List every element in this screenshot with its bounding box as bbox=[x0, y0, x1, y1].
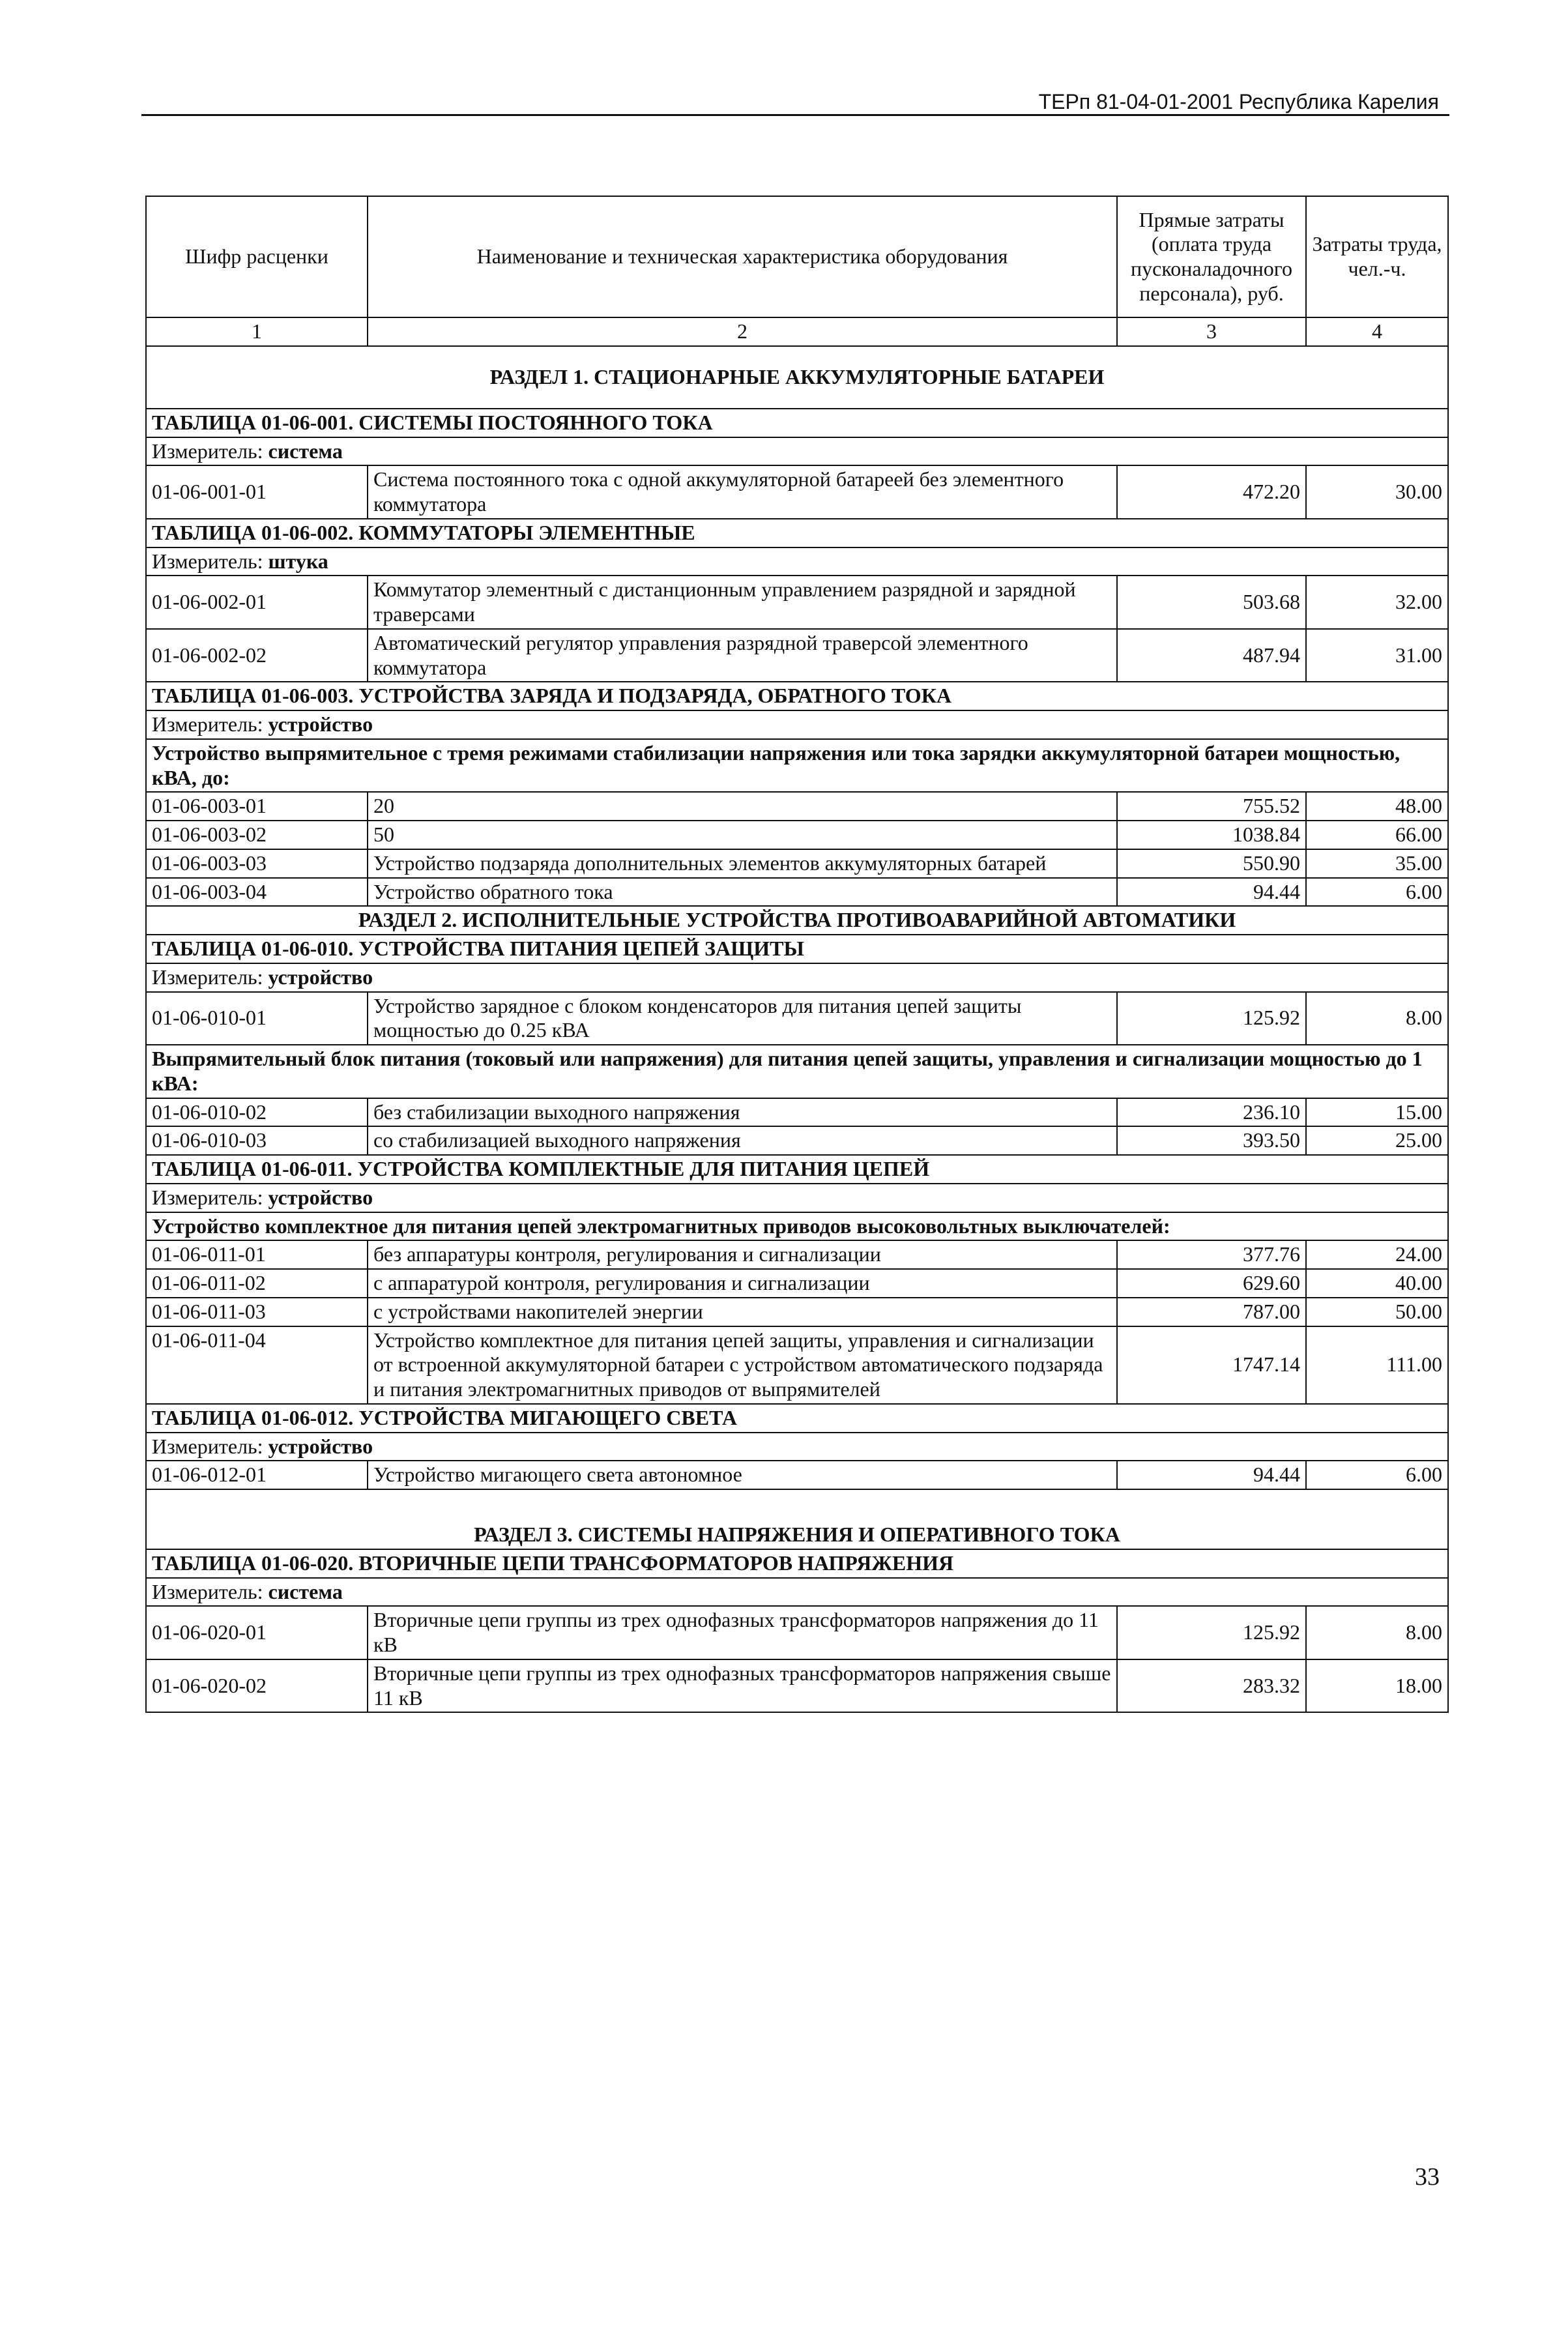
row-name: Устройство подзаряда дополнительных элементов аккумуляторных батарей bbox=[368, 849, 1117, 878]
row-direct-cost: 283.32 bbox=[1117, 1659, 1306, 1713]
table-row bbox=[146, 1461, 1448, 1489]
row-direct-cost: 94.44 bbox=[1117, 878, 1306, 907]
table-row bbox=[146, 1659, 1448, 1713]
table-row bbox=[146, 1606, 1448, 1659]
row-name: со стабилизацией выходного напряжения bbox=[368, 1126, 1117, 1155]
row-direct-cost: 487.94 bbox=[1117, 629, 1306, 682]
table-row bbox=[146, 465, 1448, 519]
row-code: 01-06-010-02 bbox=[146, 1098, 368, 1127]
row-name: Вторичные цепи группы из трех однофазных трансформаторов напряжения свыше 11 кВ bbox=[368, 1659, 1117, 1713]
row-direct-cost: 393.50 bbox=[1117, 1126, 1306, 1155]
table-title: ТАБЛИЦА 01-06-020. ВТОРИЧНЫЕ ЦЕПИ ТРАНСФОРМАТОРОВ НАПРЯЖЕНИЯ bbox=[146, 1549, 1448, 1578]
row-code: 01-06-010-03 bbox=[146, 1126, 368, 1155]
table-row bbox=[146, 792, 1448, 821]
row-code: 01-06-003-04 bbox=[146, 878, 368, 907]
row-code: 01-06-020-02 bbox=[146, 1659, 368, 1713]
row-name: Вторичные цепи группы из трех однофазных трансформаторов напряжения до 11 кВ bbox=[368, 1606, 1117, 1659]
row-name: 20 bbox=[368, 792, 1117, 821]
row-labor: 8.00 bbox=[1306, 1606, 1448, 1659]
row-name: с аппаратурой контроля, регулирования и сигнализации bbox=[368, 1269, 1117, 1298]
row-code: 01-06-003-01 bbox=[146, 792, 368, 821]
measure-line bbox=[146, 1433, 1448, 1461]
row-code: 01-06-020-01 bbox=[146, 1606, 368, 1659]
row-labor: 8.00 bbox=[1306, 992, 1448, 1045]
header-rule bbox=[141, 114, 1449, 116]
table-row bbox=[146, 1326, 1448, 1404]
row-labor: 32.00 bbox=[1306, 576, 1448, 629]
table-row bbox=[146, 1126, 1448, 1155]
row-direct-cost: 755.52 bbox=[1117, 792, 1306, 821]
measure-label: Измеритель: bbox=[152, 712, 263, 736]
group-heading: Выпрямительный блок питания (токовый или напряжения) для питания цепей защиты, управления и сигнализации мощностью до 1 кВА: bbox=[146, 1045, 1448, 1098]
col-number: 2 bbox=[368, 317, 1117, 346]
row-direct-cost: 550.90 bbox=[1117, 849, 1306, 878]
row-name: Устройство мигающего света автономное bbox=[368, 1461, 1117, 1489]
row-code: 01-06-010-01 bbox=[146, 992, 368, 1045]
row-name: Коммутатор элементный с дистанционным управлением разрядной и зарядной траверсами bbox=[368, 576, 1117, 629]
group-heading: Устройство комплектное для питания цепей электромагнитных приводов высоковольтных выключателей: bbox=[146, 1212, 1448, 1241]
row-code: 01-06-011-03 bbox=[146, 1298, 368, 1326]
row-code: 01-06-001-01 bbox=[146, 465, 368, 519]
row-name: Устройство зарядное с блоком конденсаторов для питания цепей защиты мощностью до 0.25 кВА bbox=[368, 992, 1117, 1045]
row-code: 01-06-011-02 bbox=[146, 1269, 368, 1298]
row-code: 01-06-002-01 bbox=[146, 576, 368, 629]
row-direct-cost: 503.68 bbox=[1117, 576, 1306, 629]
row-code: 01-06-012-01 bbox=[146, 1461, 368, 1489]
row-direct-cost: 787.00 bbox=[1117, 1298, 1306, 1326]
row-code: 01-06-011-04 bbox=[146, 1326, 368, 1404]
section-title: РАЗДЕЛ 2. ИСПОЛНИТЕЛЬНЫЕ УСТРОЙСТВА ПРОТИВОАВАРИЙНОЙ АВТОМАТИКИ bbox=[146, 906, 1448, 935]
table-row bbox=[146, 849, 1448, 878]
row-labor: 6.00 bbox=[1306, 1461, 1448, 1489]
table-row bbox=[146, 821, 1448, 849]
row-code: 01-06-011-01 bbox=[146, 1240, 368, 1269]
measure-label: Измеритель: bbox=[152, 965, 263, 989]
measure-line bbox=[146, 1578, 1448, 1607]
table-title: ТАБЛИЦА 01-06-012. УСТРОЙСТВА МИГАЮЩЕГО СВЕТА bbox=[146, 1404, 1448, 1433]
row-name: Устройство комплектное для питания цепей защиты, управления и сигнализации от встроенной аккумуляторной батареи с устройством автоматического подзаряда и питания электромагнитных приводов от выпрямителей bbox=[368, 1326, 1117, 1404]
measure-label: Измеритель: bbox=[152, 549, 263, 573]
row-labor: 24.00 bbox=[1306, 1240, 1448, 1269]
row-name: Автоматический регулятор управления разрядной траверсой элементного коммутатора bbox=[368, 629, 1117, 682]
row-name: Система постоянного тока с одной аккумуляторной батареей без элементного коммутатора bbox=[368, 465, 1117, 519]
table-title: ТАБЛИЦА 01-06-003. УСТРОЙСТВА ЗАРЯДА И ПОДЗАРЯДА, ОБРАТНОГО ТОКА bbox=[146, 682, 1448, 710]
row-direct-cost: 125.92 bbox=[1117, 1606, 1306, 1659]
table-title: ТАБЛИЦА 01-06-011. УСТРОЙСТВА КОМПЛЕКТНЫЕ ДЛЯ ПИТАНИЯ ЦЕПЕЙ bbox=[146, 1155, 1448, 1184]
row-labor: 18.00 bbox=[1306, 1659, 1448, 1713]
col-name-header: Наименование и техническая характеристика оборудования bbox=[368, 196, 1117, 317]
table-title: ТАБЛИЦА 01-06-002. КОММУТАТОРЫ ЭЛЕМЕНТНЫЕ bbox=[146, 519, 1448, 547]
section-title: РАЗДЕЛ 3. СИСТЕМЫ НАПРЯЖЕНИЯ И ОПЕРАТИВНОГО ТОКА bbox=[146, 1489, 1448, 1549]
measure-label: Измеритель: bbox=[152, 1434, 263, 1458]
table-row bbox=[146, 1269, 1448, 1298]
column-header-row bbox=[146, 196, 1448, 317]
measure-line bbox=[146, 963, 1448, 992]
measure-line bbox=[146, 437, 1448, 466]
row-direct-cost: 472.20 bbox=[1117, 465, 1306, 519]
col-code-header: Шифр расценки bbox=[146, 196, 368, 317]
row-code: 01-06-003-02 bbox=[146, 821, 368, 849]
row-direct-cost: 94.44 bbox=[1117, 1461, 1306, 1489]
measure-value: устройство bbox=[268, 1434, 373, 1458]
measure-value: штука bbox=[268, 549, 328, 573]
table-row bbox=[146, 878, 1448, 907]
measure-value: устройство bbox=[268, 712, 373, 736]
row-code: 01-06-002-02 bbox=[146, 629, 368, 682]
col-direct-header: Прямые затраты (оплата труда пусконаладочного персонала), руб. bbox=[1117, 196, 1306, 317]
table-row bbox=[146, 1298, 1448, 1326]
table-row bbox=[146, 576, 1448, 629]
row-labor: 111.00 bbox=[1306, 1326, 1448, 1404]
row-name: без стабилизации выходного напряжения bbox=[368, 1098, 1117, 1127]
measure-label: Измеритель: bbox=[152, 1185, 263, 1209]
measure-line bbox=[146, 547, 1448, 576]
table-row bbox=[146, 992, 1448, 1045]
section-title: РАЗДЕЛ 1. СТАЦИОНАРНЫЕ АККУМУЛЯТОРНЫЕ БАТАРЕИ bbox=[146, 346, 1448, 409]
row-direct-cost: 377.76 bbox=[1117, 1240, 1306, 1269]
row-direct-cost: 1038.84 bbox=[1117, 821, 1306, 849]
row-code: 01-06-003-03 bbox=[146, 849, 368, 878]
row-name: Устройство обратного тока bbox=[368, 878, 1117, 907]
measure-label: Измеритель: bbox=[152, 1579, 263, 1603]
row-direct-cost: 236.10 bbox=[1117, 1098, 1306, 1127]
row-labor: 48.00 bbox=[1306, 792, 1448, 821]
measure-value: устройство bbox=[268, 1185, 373, 1209]
col-number: 4 bbox=[1306, 317, 1448, 346]
measure-value: система bbox=[268, 439, 343, 463]
row-labor: 50.00 bbox=[1306, 1298, 1448, 1326]
measure-value: устройство bbox=[268, 965, 373, 989]
row-direct-cost: 1747.14 bbox=[1117, 1326, 1306, 1404]
page-number: 33 bbox=[1415, 2163, 1440, 2191]
row-labor: 35.00 bbox=[1306, 849, 1448, 878]
measure-line bbox=[146, 710, 1448, 739]
row-direct-cost: 125.92 bbox=[1117, 992, 1306, 1045]
price-table bbox=[145, 196, 1449, 1713]
row-labor: 25.00 bbox=[1306, 1126, 1448, 1155]
document-header: ТЕРп 81-04-01-2001 Республика Карелия bbox=[1038, 90, 1439, 113]
table-title: ТАБЛИЦА 01-06-010. УСТРОЙСТВА ПИТАНИЯ ЦЕПЕЙ ЗАЩИТЫ bbox=[146, 935, 1448, 963]
col-labor-header: Затраты труда, чел.-ч. bbox=[1306, 196, 1448, 317]
row-name: 50 bbox=[368, 821, 1117, 849]
col-number: 3 bbox=[1117, 317, 1306, 346]
row-labor: 30.00 bbox=[1306, 465, 1448, 519]
col-number: 1 bbox=[146, 317, 368, 346]
group-heading: Устройство выпрямительное с тремя режимами стабилизации напряжения или тока зарядки аккумуляторной батареи мощностью, кВА, до: bbox=[146, 739, 1448, 793]
column-number-row bbox=[146, 317, 1448, 346]
measure-line bbox=[146, 1184, 1448, 1212]
row-name: без аппаратуры контроля, регулирования и сигнализации bbox=[368, 1240, 1117, 1269]
row-name: с устройствами накопителей энергии bbox=[368, 1298, 1117, 1326]
row-labor: 15.00 bbox=[1306, 1098, 1448, 1127]
row-direct-cost: 629.60 bbox=[1117, 1269, 1306, 1298]
row-labor: 31.00 bbox=[1306, 629, 1448, 682]
table-row bbox=[146, 1240, 1448, 1269]
table-row bbox=[146, 1098, 1448, 1127]
measure-value: система bbox=[268, 1579, 343, 1603]
row-labor: 6.00 bbox=[1306, 878, 1448, 907]
table-title: ТАБЛИЦА 01-06-001. СИСТЕМЫ ПОСТОЯННОГО ТОКА bbox=[146, 409, 1448, 437]
row-labor: 66.00 bbox=[1306, 821, 1448, 849]
table-row bbox=[146, 629, 1448, 682]
measure-label: Измеритель: bbox=[152, 439, 263, 463]
row-labor: 40.00 bbox=[1306, 1269, 1448, 1298]
